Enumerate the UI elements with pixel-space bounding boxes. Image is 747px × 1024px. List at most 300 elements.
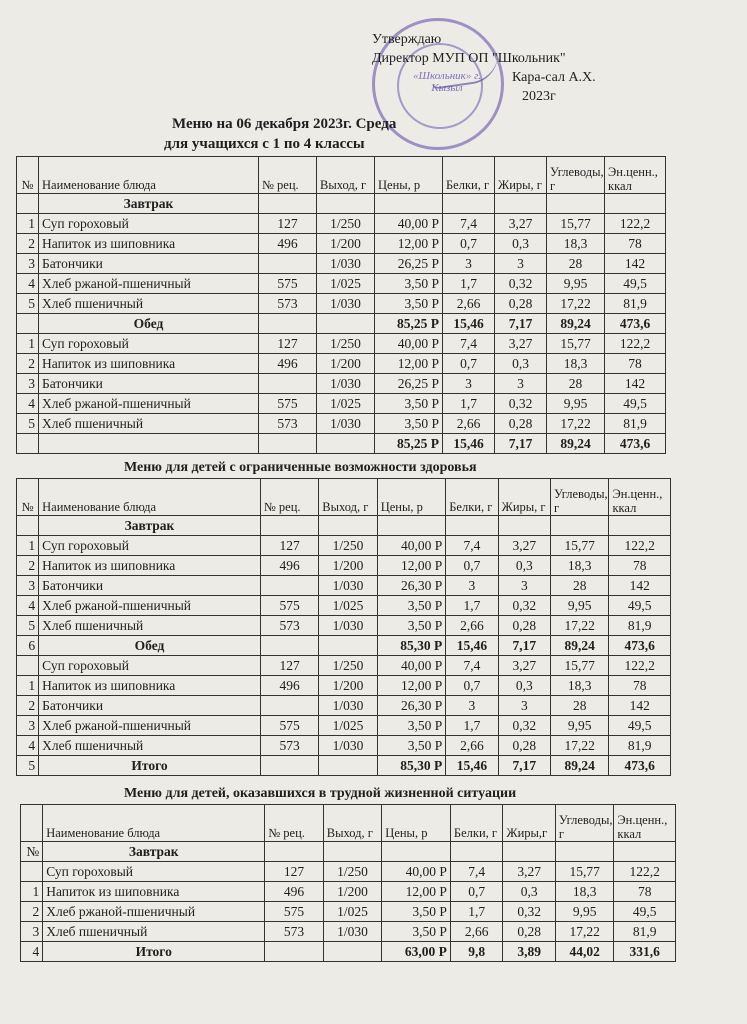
table-cell: Хлеб ржаной-пшеничный xyxy=(39,716,261,736)
table-cell: 1/030 xyxy=(317,374,375,394)
table-cell xyxy=(17,516,39,536)
table-cell: 0,7 xyxy=(450,882,502,902)
table-cell: 1/025 xyxy=(317,274,375,294)
column-header: Выход, г xyxy=(319,479,377,516)
table-cell: 1,7 xyxy=(446,596,498,616)
table-cell: 3,27 xyxy=(498,656,550,676)
table-cell: 85,30 Р xyxy=(377,756,446,776)
table-cell xyxy=(260,696,318,716)
table-cell: 1 xyxy=(17,676,39,696)
table-cell: 7,4 xyxy=(443,334,495,354)
table-cell: 3,50 Р xyxy=(375,294,443,314)
table-cell: 0,28 xyxy=(498,616,550,636)
table-row xyxy=(17,656,671,676)
table-cell: 15,46 xyxy=(446,756,498,776)
table-cell xyxy=(323,942,382,962)
table-cell: 122,2 xyxy=(614,862,676,882)
table-cell: 85,25 Р xyxy=(375,434,443,454)
table-cell: Завтрак xyxy=(39,194,259,214)
table-cell: 1/200 xyxy=(323,882,382,902)
table-cell: 575 xyxy=(260,716,318,736)
table-cell: 9,95 xyxy=(547,394,605,414)
table-cell: 49,5 xyxy=(609,596,671,616)
column-header: Белки, г xyxy=(443,157,495,194)
table-cell: 1,7 xyxy=(450,902,502,922)
table-cell: 1/030 xyxy=(319,696,377,716)
table-cell: 0,3 xyxy=(498,556,550,576)
table-cell: 2,66 xyxy=(443,414,495,434)
table-cell: Итого xyxy=(39,756,261,776)
table-cell: 6 xyxy=(17,636,39,656)
table-cell: 18,3 xyxy=(547,354,605,374)
table-cell: 3,89 xyxy=(503,942,555,962)
table-cell: 12,00 Р xyxy=(375,234,443,254)
table-cell: 3 xyxy=(17,254,39,274)
column-header: № рец. xyxy=(260,479,318,516)
table-cell: 49,5 xyxy=(605,274,666,294)
table-cell: 0,28 xyxy=(498,736,550,756)
table-cell: 28 xyxy=(551,576,609,596)
table-cell: 26,30 Р xyxy=(377,576,446,596)
table-cell: 3,50 Р xyxy=(382,922,451,942)
table-cell: 28 xyxy=(547,374,605,394)
table-cell: 1/030 xyxy=(319,576,377,596)
table-cell: 0,7 xyxy=(446,556,498,576)
table-cell: 40,00 Р xyxy=(375,214,443,234)
table-cell: 18,3 xyxy=(547,234,605,254)
table-cell: 3 xyxy=(498,696,550,716)
table-cell: 142 xyxy=(605,254,666,274)
section2-title: Меню для детей с ограниченные возможности здоровья xyxy=(124,460,477,475)
table-cell: 81,9 xyxy=(609,616,671,636)
table-cell: 473,6 xyxy=(609,636,671,656)
column-header: Наименование блюда xyxy=(43,805,265,842)
table-cell: 17,22 xyxy=(547,414,605,434)
table-cell: 573 xyxy=(259,294,317,314)
table-cell: Суп гороховый xyxy=(43,862,265,882)
menu-table-grade-1-4 xyxy=(16,156,666,454)
table-row xyxy=(17,274,666,294)
table-cell: 496 xyxy=(260,556,318,576)
column-header: № xyxy=(17,479,39,516)
table-cell xyxy=(498,516,550,536)
table-cell: 1 xyxy=(17,536,39,556)
approval-line-2: Директор МУП ОП "Школьник" xyxy=(372,51,566,66)
table-cell xyxy=(323,842,382,862)
table-cell: 18,3 xyxy=(551,556,609,576)
table-cell: 0,7 xyxy=(443,354,495,374)
table-cell xyxy=(317,314,375,334)
table-cell: 18,3 xyxy=(555,882,614,902)
table-cell: Завтрак xyxy=(43,842,265,862)
table-cell: 78 xyxy=(605,354,666,374)
table-cell: 3 xyxy=(443,254,495,274)
table-cell: 3,50 Р xyxy=(377,736,446,756)
table-cell: 3 xyxy=(17,716,39,736)
table-cell: 142 xyxy=(609,576,671,596)
table-cell: 1/200 xyxy=(317,234,375,254)
table-cell: 7,17 xyxy=(495,434,547,454)
table-cell: 0,28 xyxy=(495,414,547,434)
table-cell: 1/025 xyxy=(317,394,375,414)
table-cell: 15,46 xyxy=(443,434,495,454)
table-cell: 78 xyxy=(609,676,671,696)
table-cell: 2,66 xyxy=(446,736,498,756)
table-cell: 4 xyxy=(17,274,39,294)
menu-subtitle: для учащихся с 1 по 4 классы xyxy=(164,136,365,152)
table-cell: 28 xyxy=(547,254,605,274)
table-cell: 26,25 Р xyxy=(375,374,443,394)
column-header: Цены, р xyxy=(377,479,446,516)
table-cell xyxy=(614,842,676,862)
table-cell: 573 xyxy=(259,414,317,434)
column-header: Эн.ценн., ккал xyxy=(609,479,671,516)
table-cell: 3 xyxy=(495,254,547,274)
table-cell xyxy=(319,516,377,536)
column-header: Жиры, г xyxy=(498,479,550,516)
table-cell: 85,25 Р xyxy=(375,314,443,334)
table-cell: 12,00 Р xyxy=(377,556,446,576)
table-cell: 7,17 xyxy=(498,756,550,776)
table-cell: 15,77 xyxy=(547,334,605,354)
menu-title: Меню на 06 декабря 2023г. Среда xyxy=(172,116,397,132)
table-cell: Обед xyxy=(39,636,261,656)
table-cell: 89,24 xyxy=(547,314,605,334)
table-cell: 17,22 xyxy=(551,616,609,636)
table-cell: 7,4 xyxy=(446,656,498,676)
table-cell xyxy=(21,862,43,882)
table-cell: 3 xyxy=(498,576,550,596)
table-cell: 4 xyxy=(17,596,39,616)
table-cell xyxy=(446,516,498,536)
table-row xyxy=(17,214,666,234)
table-cell: 575 xyxy=(265,902,324,922)
table-cell: 1,7 xyxy=(443,394,495,414)
table-cell: 49,5 xyxy=(605,394,666,414)
table-cell: Итого xyxy=(43,942,265,962)
table-cell: 3 xyxy=(17,374,39,394)
table-cell: 3 xyxy=(443,374,495,394)
table-cell: 40,00 Р xyxy=(382,862,451,882)
table-cell: Завтрак xyxy=(39,516,261,536)
table-cell: 81,9 xyxy=(605,414,666,434)
table-cell: 2,66 xyxy=(443,294,495,314)
table-cell: 7,4 xyxy=(446,536,498,556)
table-cell xyxy=(319,756,377,776)
table-cell: Батончики xyxy=(39,374,259,394)
table-cell xyxy=(260,516,318,536)
table-cell: 7,4 xyxy=(443,214,495,234)
table-cell: 9,8 xyxy=(450,942,502,962)
table-cell: 127 xyxy=(260,656,318,676)
table-row xyxy=(17,676,671,696)
table-cell xyxy=(382,842,451,862)
table-cell: 40,00 Р xyxy=(375,334,443,354)
seal-text: «Школьник» г. Кызыл xyxy=(413,70,481,94)
table-cell: 0,32 xyxy=(498,596,550,616)
table-row xyxy=(17,616,671,636)
table-cell: 40,00 Р xyxy=(377,656,446,676)
column-header: № рец. xyxy=(259,157,317,194)
table-cell: 15,77 xyxy=(555,862,614,882)
table-cell: 127 xyxy=(260,536,318,556)
table-row xyxy=(17,576,671,596)
column-header: Цены, р xyxy=(382,805,451,842)
table-cell: 49,5 xyxy=(609,716,671,736)
table-cell: 7,17 xyxy=(495,314,547,334)
menu-table-special-needs xyxy=(16,478,671,776)
table-cell: 122,2 xyxy=(609,656,671,676)
table-cell: 5 xyxy=(17,294,39,314)
table-cell: Батончики xyxy=(39,576,261,596)
table-cell: 1/025 xyxy=(319,596,377,616)
column-header: Эн.ценн., ккал xyxy=(605,157,666,194)
table-cell: 81,9 xyxy=(609,736,671,756)
table-cell: Батончики xyxy=(39,696,261,716)
table-cell xyxy=(260,576,318,596)
table-cell: 1/250 xyxy=(317,334,375,354)
table-cell: Хлеб пшеничный xyxy=(43,922,265,942)
table-header-row xyxy=(17,157,666,194)
table-cell: 9,95 xyxy=(555,902,614,922)
table-cell: 2 xyxy=(21,902,43,922)
table-cell: 78 xyxy=(614,882,676,902)
column-header: Наименование блюда xyxy=(39,157,259,194)
table-cell: 473,6 xyxy=(605,314,666,334)
table-cell: Хлеб пшеничный xyxy=(39,294,259,314)
table-cell: 7,4 xyxy=(450,862,502,882)
table-cell xyxy=(259,434,317,454)
table-cell: 81,9 xyxy=(614,922,676,942)
column-header: Цены, р xyxy=(375,157,443,194)
table-cell: 122,2 xyxy=(609,536,671,556)
table-cell: 7,17 xyxy=(498,636,550,656)
table-cell: 3 xyxy=(21,922,43,942)
table-cell: 127 xyxy=(259,334,317,354)
table-cell: 1/025 xyxy=(319,716,377,736)
table-cell: 18,3 xyxy=(551,676,609,696)
table-cell: Напиток из шиповника xyxy=(39,556,261,576)
table-cell xyxy=(317,194,375,214)
table-cell: 1 xyxy=(17,214,39,234)
table-row xyxy=(17,394,666,414)
table-cell xyxy=(317,434,375,454)
column-header: Углеводы, г xyxy=(547,157,605,194)
table-row xyxy=(17,636,671,656)
table-row xyxy=(17,334,666,354)
table-cell: 573 xyxy=(260,736,318,756)
table-cell: 3,50 Р xyxy=(375,394,443,414)
table-cell: 331,6 xyxy=(614,942,676,962)
table-cell: 2 xyxy=(17,696,39,716)
table-cell: 1 xyxy=(17,334,39,354)
table-cell: 573 xyxy=(265,922,324,942)
table-cell: 1/250 xyxy=(319,656,377,676)
table-cell: 473,6 xyxy=(609,756,671,776)
table-row xyxy=(17,234,666,254)
table-cell: 3,27 xyxy=(495,214,547,234)
table-cell: 142 xyxy=(609,696,671,716)
table-cell: 4 xyxy=(17,736,39,756)
table-cell: 496 xyxy=(259,234,317,254)
table-row xyxy=(17,414,666,434)
approval-line-4: 2023г xyxy=(522,89,556,104)
table-cell: 142 xyxy=(605,374,666,394)
column-header: Белки, г xyxy=(446,479,498,516)
table-row xyxy=(17,736,671,756)
table-cell: 4 xyxy=(21,942,43,962)
table-cell: Обед xyxy=(39,314,259,334)
table-cell: 85,30 Р xyxy=(377,636,446,656)
table-cell: 3 xyxy=(17,576,39,596)
table-cell: 122,2 xyxy=(605,214,666,234)
table-row xyxy=(17,536,671,556)
table-cell: 127 xyxy=(265,862,324,882)
table-cell: 1/030 xyxy=(317,414,375,434)
table-cell xyxy=(260,636,318,656)
approval-line-3: Кара-сал А.Х. xyxy=(512,70,596,85)
table-cell xyxy=(39,434,259,454)
table-row xyxy=(17,294,666,314)
table-cell: 573 xyxy=(260,616,318,636)
table-cell: 1/250 xyxy=(323,862,382,882)
table-cell xyxy=(17,314,39,334)
table-cell: 3,50 Р xyxy=(377,716,446,736)
table-row xyxy=(21,942,676,962)
column-header: № xyxy=(17,157,39,194)
table-cell: 0,7 xyxy=(446,676,498,696)
table-cell: 1/030 xyxy=(317,294,375,314)
table-cell xyxy=(259,314,317,334)
table-cell: 3,50 Р xyxy=(375,274,443,294)
table-cell xyxy=(495,194,547,214)
table-cell: 3 xyxy=(495,374,547,394)
table-cell: 3,27 xyxy=(495,334,547,354)
table-cell: Напиток из шиповника xyxy=(39,354,259,374)
table-cell: Хлеб ржаной-пшеничный xyxy=(43,902,265,922)
table-row xyxy=(21,882,676,902)
table-cell: 473,6 xyxy=(605,434,666,454)
table-cell: 496 xyxy=(265,882,324,902)
column-header: Эн.ценн., ккал xyxy=(614,805,676,842)
table-cell: Хлеб ржаной-пшеничный xyxy=(39,394,259,414)
table-cell: 3 xyxy=(446,576,498,596)
table-cell: 26,30 Р xyxy=(377,696,446,716)
table-cell: 2 xyxy=(17,354,39,374)
table-cell: 40,00 Р xyxy=(377,536,446,556)
table-cell xyxy=(503,842,555,862)
section3-title: Меню для детей, оказавшихся в трудной жизненной ситуации xyxy=(124,786,517,801)
column-header: Углеводы, г xyxy=(555,805,614,842)
table-row xyxy=(21,922,676,942)
table-cell: 0,28 xyxy=(495,294,547,314)
table-cell: 9,95 xyxy=(551,716,609,736)
table-cell: 1/200 xyxy=(319,676,377,696)
table-cell: 15,77 xyxy=(547,214,605,234)
table-cell: 0,32 xyxy=(498,716,550,736)
table-cell: 3 xyxy=(446,696,498,716)
table-cell: 78 xyxy=(609,556,671,576)
table-cell: 15,46 xyxy=(446,636,498,656)
table-header-row xyxy=(21,805,676,842)
table-cell: 0,3 xyxy=(495,234,547,254)
table-cell: Хлеб ржаной-пшеничный xyxy=(39,596,261,616)
table-cell: 3,27 xyxy=(503,862,555,882)
table-cell: Напиток из шиповника xyxy=(43,882,265,902)
table-cell: 0,7 xyxy=(443,234,495,254)
table-cell: Суп гороховый xyxy=(39,334,259,354)
table-cell: 0,32 xyxy=(495,274,547,294)
column-header: Углеводы, г xyxy=(551,479,609,516)
table-cell: 3,50 Р xyxy=(377,596,446,616)
table-row xyxy=(17,434,666,454)
table-cell xyxy=(17,194,39,214)
table-cell: 78 xyxy=(605,234,666,254)
table-row xyxy=(17,716,671,736)
table-row xyxy=(17,756,671,776)
table-cell: 89,24 xyxy=(551,756,609,776)
table-cell xyxy=(259,374,317,394)
table-cell: Хлеб пшеничный xyxy=(39,414,259,434)
table-cell xyxy=(551,516,609,536)
table-cell xyxy=(609,516,671,536)
column-header: Наименование блюда xyxy=(39,479,261,516)
table-cell: 28 xyxy=(551,696,609,716)
table-header-row xyxy=(17,479,671,516)
column-header: Выход, г xyxy=(317,157,375,194)
table-cell xyxy=(375,194,443,214)
table-cell: 3,50 Р xyxy=(377,616,446,636)
table-cell xyxy=(259,254,317,274)
table-row xyxy=(21,862,676,882)
table-cell: 1/250 xyxy=(319,536,377,556)
table-cell: Напиток из шиповника xyxy=(39,676,261,696)
table-cell: 496 xyxy=(260,676,318,696)
table-cell: 15,77 xyxy=(551,656,609,676)
table-cell: 9,95 xyxy=(551,596,609,616)
table-cell: 1/200 xyxy=(317,354,375,374)
table-cell: 12,00 Р xyxy=(377,676,446,696)
table-cell: Суп гороховый xyxy=(39,536,261,556)
table-cell xyxy=(377,516,446,536)
table-cell xyxy=(265,942,324,962)
table-row xyxy=(21,902,676,922)
table-row xyxy=(17,516,671,536)
table-row xyxy=(17,314,666,334)
table-cell: 127 xyxy=(259,214,317,234)
table-cell: 44,02 xyxy=(555,942,614,962)
table-cell: 0,32 xyxy=(503,902,555,922)
table-cell: № xyxy=(21,842,43,862)
table-cell: 1,7 xyxy=(446,716,498,736)
table-cell: Напиток из шиповника xyxy=(39,234,259,254)
table-cell: 89,24 xyxy=(551,636,609,656)
table-cell: 17,22 xyxy=(547,294,605,314)
table-cell: 122,2 xyxy=(605,334,666,354)
table-cell: Суп гороховый xyxy=(39,656,261,676)
table-cell: 4 xyxy=(17,394,39,414)
table-cell: 17,22 xyxy=(551,736,609,756)
table-cell: 17,22 xyxy=(555,922,614,942)
column-header: Жиры,г xyxy=(503,805,555,842)
table-cell: Хлеб пшеничный xyxy=(39,616,261,636)
table-cell xyxy=(605,194,666,214)
table-cell: 15,77 xyxy=(551,536,609,556)
table-cell: 2,66 xyxy=(446,616,498,636)
column-header: Жиры, г xyxy=(495,157,547,194)
table-cell: 3,27 xyxy=(498,536,550,556)
table-cell: 1 xyxy=(21,882,43,902)
